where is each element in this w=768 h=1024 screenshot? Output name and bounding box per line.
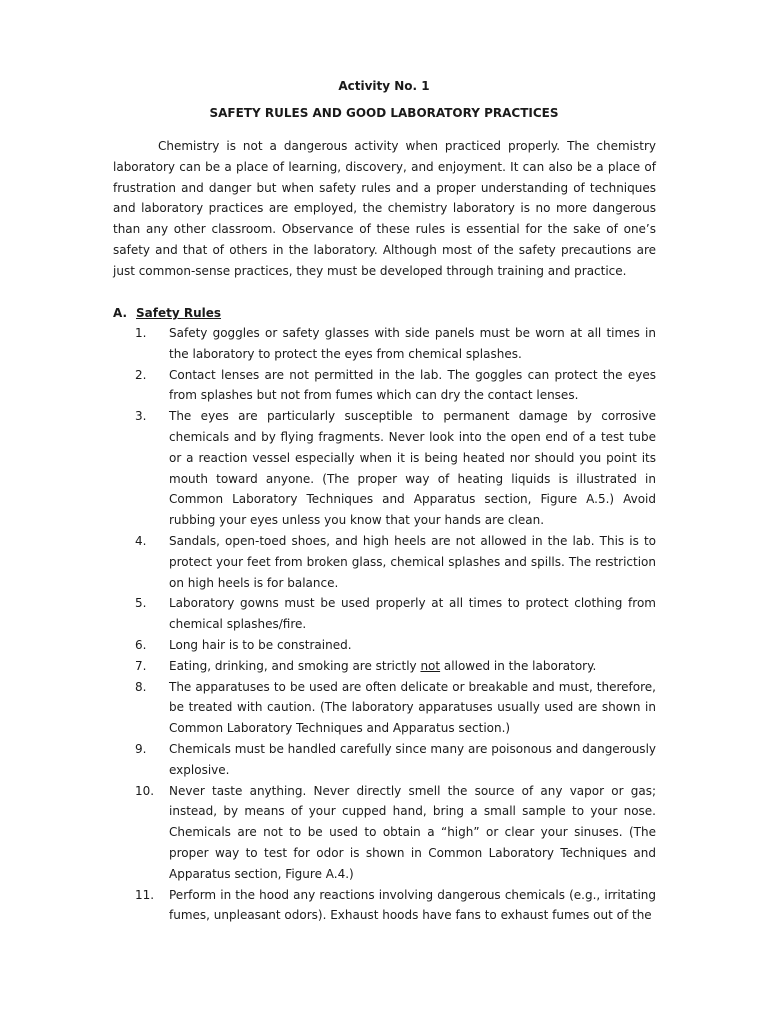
rule-text: The apparatuses to be used are often delicate or breakable and must, therefore, be treated with caution. (The laboratory apparatuses usually used are shown in Common Laboratory Techniques and Apparatus section.) [169, 679, 656, 736]
rule-number: 9. [135, 741, 147, 756]
rule-text: Chemicals must be handled carefully since many are poisonous and dangerously explosive. [169, 741, 656, 777]
safety-rules-list [113, 323, 656, 926]
rule-text: Perform in the hood any reactions involving dangerous chemicals (e.g., irritating fumes, unpleasant odors). Exhaust hoods have fans to exhaust fumes out of the [169, 887, 656, 923]
list-item [113, 323, 656, 365]
list-item [113, 635, 656, 656]
section-letter: A. [113, 306, 128, 320]
rule-text-start: Eating, drinking, and smoking are strictly [169, 658, 421, 673]
rule-number: 8. [135, 679, 147, 694]
rule-text [169, 656, 656, 677]
rule-number: 3. [135, 409, 147, 424]
rule-number: 2. [135, 367, 147, 382]
rule-number: 11. [135, 887, 155, 902]
rule-number: 1. [135, 326, 147, 340]
rule-text: Safety goggles or safety glasses with side panels must be worn at all times in the laboratory to protect the eyes from chemical splashes. [169, 326, 656, 361]
rule-number: 4. [135, 533, 147, 548]
list-item [113, 656, 656, 677]
rule-text-end: allowed in the laboratory. [440, 658, 597, 673]
section-heading [113, 303, 221, 323]
rule-text: Long hair is to be constrained. [169, 637, 352, 652]
list-item [113, 677, 656, 739]
rule-text: Sandals, open-toed shoes, and high heels are not allowed in the lab. This is to protect your feet from broken glass, chemical splashes and spills. The restriction on high heels is for balance. [169, 533, 656, 590]
rule-number: 7. [135, 658, 147, 673]
rule-number: 6. [135, 637, 147, 652]
rule-number: 5. [135, 596, 147, 611]
list-item [113, 406, 656, 531]
list-item [113, 739, 656, 781]
page-title: SAFETY RULES AND GOOD LABORATORY PRACTICES [209, 106, 559, 120]
rule-text: The eyes are particularly susceptible to permanent damage by corrosive chemicals and by flying fragments. Never look into the open end of a test tube or a reaction vessel especially when it is being heated nor should you point its mouth toward anyone. (The proper way of heating liquids is illustrated in Common Laboratory Techniques and Apparatus section, Figure A.5.) Avoid rubbing your eyes unless you know that your hands are clean. [169, 409, 656, 528]
section-title: Safety Rules [136, 306, 222, 320]
underlined-word: not [420, 658, 441, 673]
intro-text: Chemistry is not a dangerous activity when practiced properly. The chemistry laboratory can be a place of learning, discovery, and enjoyment. It can also be a place of frustration and danger but when safety rules and a proper understanding of techniques and laboratory practices are employed, the chemistry laboratory is no more dangerous than any other classroom. Observance of these rules is essential for the sake of one’s safety and that of others in the laboratory. Although most of the safety precautions are just common-sense practices, they must be developed through training and practice. [113, 139, 656, 278]
list-item [113, 365, 656, 407]
list-item [113, 531, 656, 593]
list-item [113, 593, 656, 635]
rule-text: Contact lenses are not permitted in the lab. The goggles can protect the eyes from splashes but not from fumes which can dry the contact lenses. [169, 367, 656, 403]
intro-paragraph [113, 136, 656, 282]
rule-number: 10. [135, 783, 155, 798]
rule-text: Never taste anything. Never directly smell the source of any vapor or gas; instead, by means of your cupped hand, bring a small sample to your nose. Chemicals are not to be used to obtain a “high” or clear your sinuses. (The proper way to test for odor is shown in Common Laboratory Techniques and Apparatus section, Figure A.4.) [169, 783, 656, 881]
list-item [113, 781, 656, 885]
list-item [113, 885, 656, 927]
rule-text: Laboratory gowns must be used properly at all times to protect clothing from chemical splashes/fire. [169, 596, 656, 632]
activity-label: Activity No. 1 [338, 79, 430, 93]
